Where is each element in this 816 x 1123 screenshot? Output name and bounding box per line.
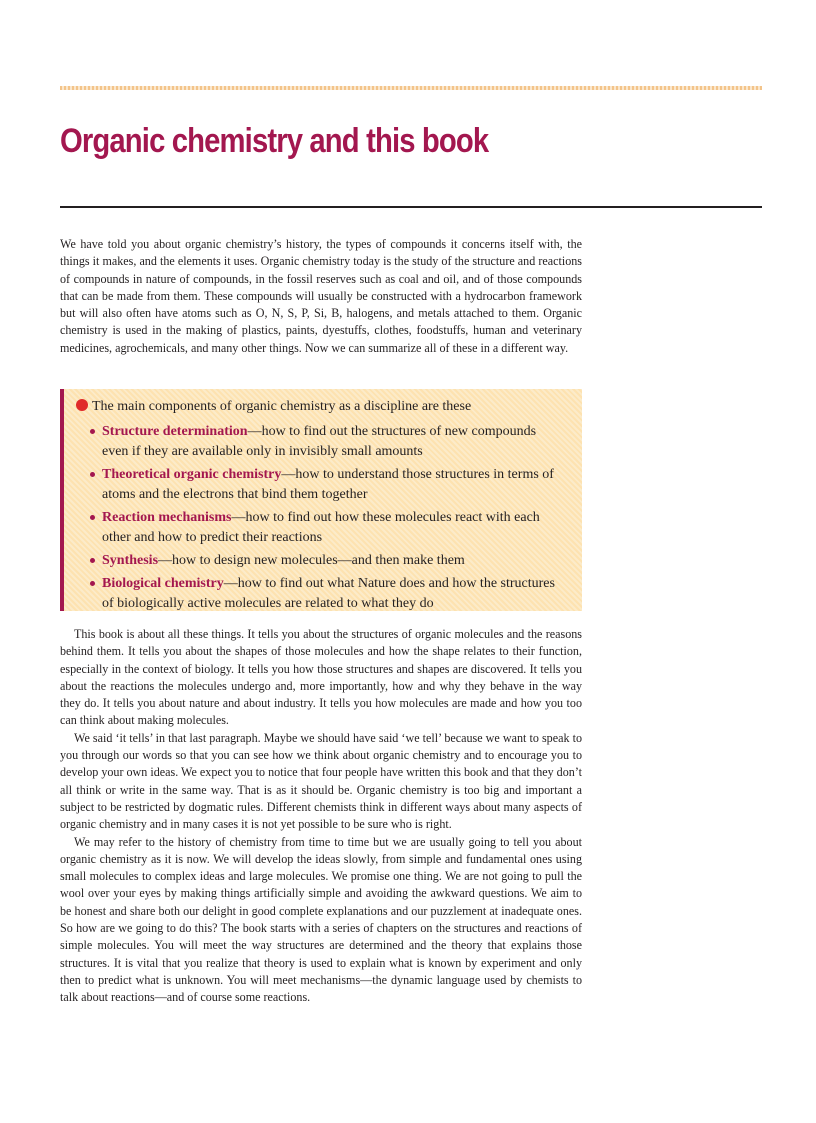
bullet-icon xyxy=(90,472,95,477)
list-item-term: Reaction mechanisms xyxy=(102,510,232,525)
bullet-icon xyxy=(90,581,95,586)
list-item xyxy=(90,551,560,571)
page-title: Organic chemistry and this book xyxy=(60,122,489,160)
main-text-section xyxy=(60,626,582,1007)
summary-list xyxy=(90,422,560,617)
title-underline-rule xyxy=(60,206,762,208)
list-item-text: —how to design new molecules—and then make them xyxy=(158,553,465,568)
bullet-icon xyxy=(90,558,95,563)
list-item xyxy=(90,508,560,548)
body-paragraph: This book is about all these things. It tells you about the structures of organic molecules and the reasons behind them. It tells you about the shapes of those molecules and how the shape relates to their function, especially in the context of biology. It tells you how those structures and shapes are discovered. It tells you about the reactions the molecules undergo and, more importantly, how and why they behave in the way they do. It tells you about nature and about industry. It tells you how molecules are made and how you too can think about making molecules. xyxy=(60,627,582,728)
list-item-term: Structure determination xyxy=(102,424,248,439)
list-item xyxy=(90,574,560,614)
body-paragraph: We may refer to the history of chemistry from time to time but we are usually going to tell you about organic chemistry as it is now. We will develop the ideas slowly, from simple and fundamental ones using small molecules to complex ideas and large molecules. We promise one thing. We are not going to pull the wool over your eyes by making things artificially simple and avoiding the awkward questions. We aim to be honest and share both our delight in good complete explanations and our puzzlement at inadequate ones. So how are we going to do this? The book starts with a series of chapters on the structures and reactions of simple molecules. You will meet the way structures are determined and the theory that explains those structures. It is vital that you realize that theory is used to explain what is known by experiment and only then to predict what is unknown. You will meet mechanisms—the dynamic language used by chemists to talk about reactions—and of course some reactions. xyxy=(60,834,582,1005)
list-item-text: —how to find out the structures of new compounds even if they are available only in invisibly small amounts xyxy=(102,424,537,459)
list-item-term: Synthesis xyxy=(102,553,159,568)
summary-box xyxy=(60,389,582,611)
summary-box-heading xyxy=(76,398,471,416)
intro-paragraph: We have told you about organic chemistry’s history, the types of compounds it concerns itself with, the things it makes, and the elements it uses. Organic chemistry today is the study of the structure and reactions of compounds in nature of compounds, in the fossil reserves such as coal and oil, and of those compounds that can be made from them. These compounds will usually be constructed with a hydrocarbon framework but will also often have atoms such as O, N, S, P, Si, B, halogens, and metals attached to them. Organic chemistry is used in the making of plastics, paints, dyestuffs, clothes, foodstuffs, human and veterinary medicines, agrochemicals, and many other things. Now we can summarize all of these in a different way. xyxy=(60,237,582,355)
list-item-term: Biological chemistry xyxy=(102,576,224,591)
list-item xyxy=(90,422,560,462)
intro-section xyxy=(60,236,582,357)
top-decorative-rule xyxy=(60,86,762,90)
summary-box-heading-text: The main components of organic chemistry as a discipline are these xyxy=(92,399,472,414)
bullet-icon xyxy=(90,429,95,434)
list-item-text: —how to understand those structures in terms of atoms and the electrons that bind them together xyxy=(102,467,554,502)
red-dot-icon xyxy=(76,399,88,411)
list-item-text: —how to find out what Nature does and how the structures of biologically active molecules are related to what they do xyxy=(102,576,555,611)
bullet-icon xyxy=(90,515,95,520)
list-item xyxy=(90,465,560,505)
list-item-text: —how to find out how these molecules react with each other and how to predict their reactions xyxy=(102,510,540,545)
list-item-term: Theoretical organic chemistry xyxy=(102,467,282,482)
body-paragraph: We said ‘it tells’ in that last paragraph. Maybe we should have said ‘we tell’ because we want to speak to you through our words so that you can see how we think about organic chemistry and to encourage you to develop your own ideas. We expect you to notice that four people have written this book and that they don’t all think or write in the same way. That is as it should be. Organic chemistry is too big and important a subject to be restricted by dogmatic rules. Different chemists think in different ways about many aspects of organic chemistry and in many cases it is not yet possible to be sure who is right. xyxy=(60,730,582,832)
